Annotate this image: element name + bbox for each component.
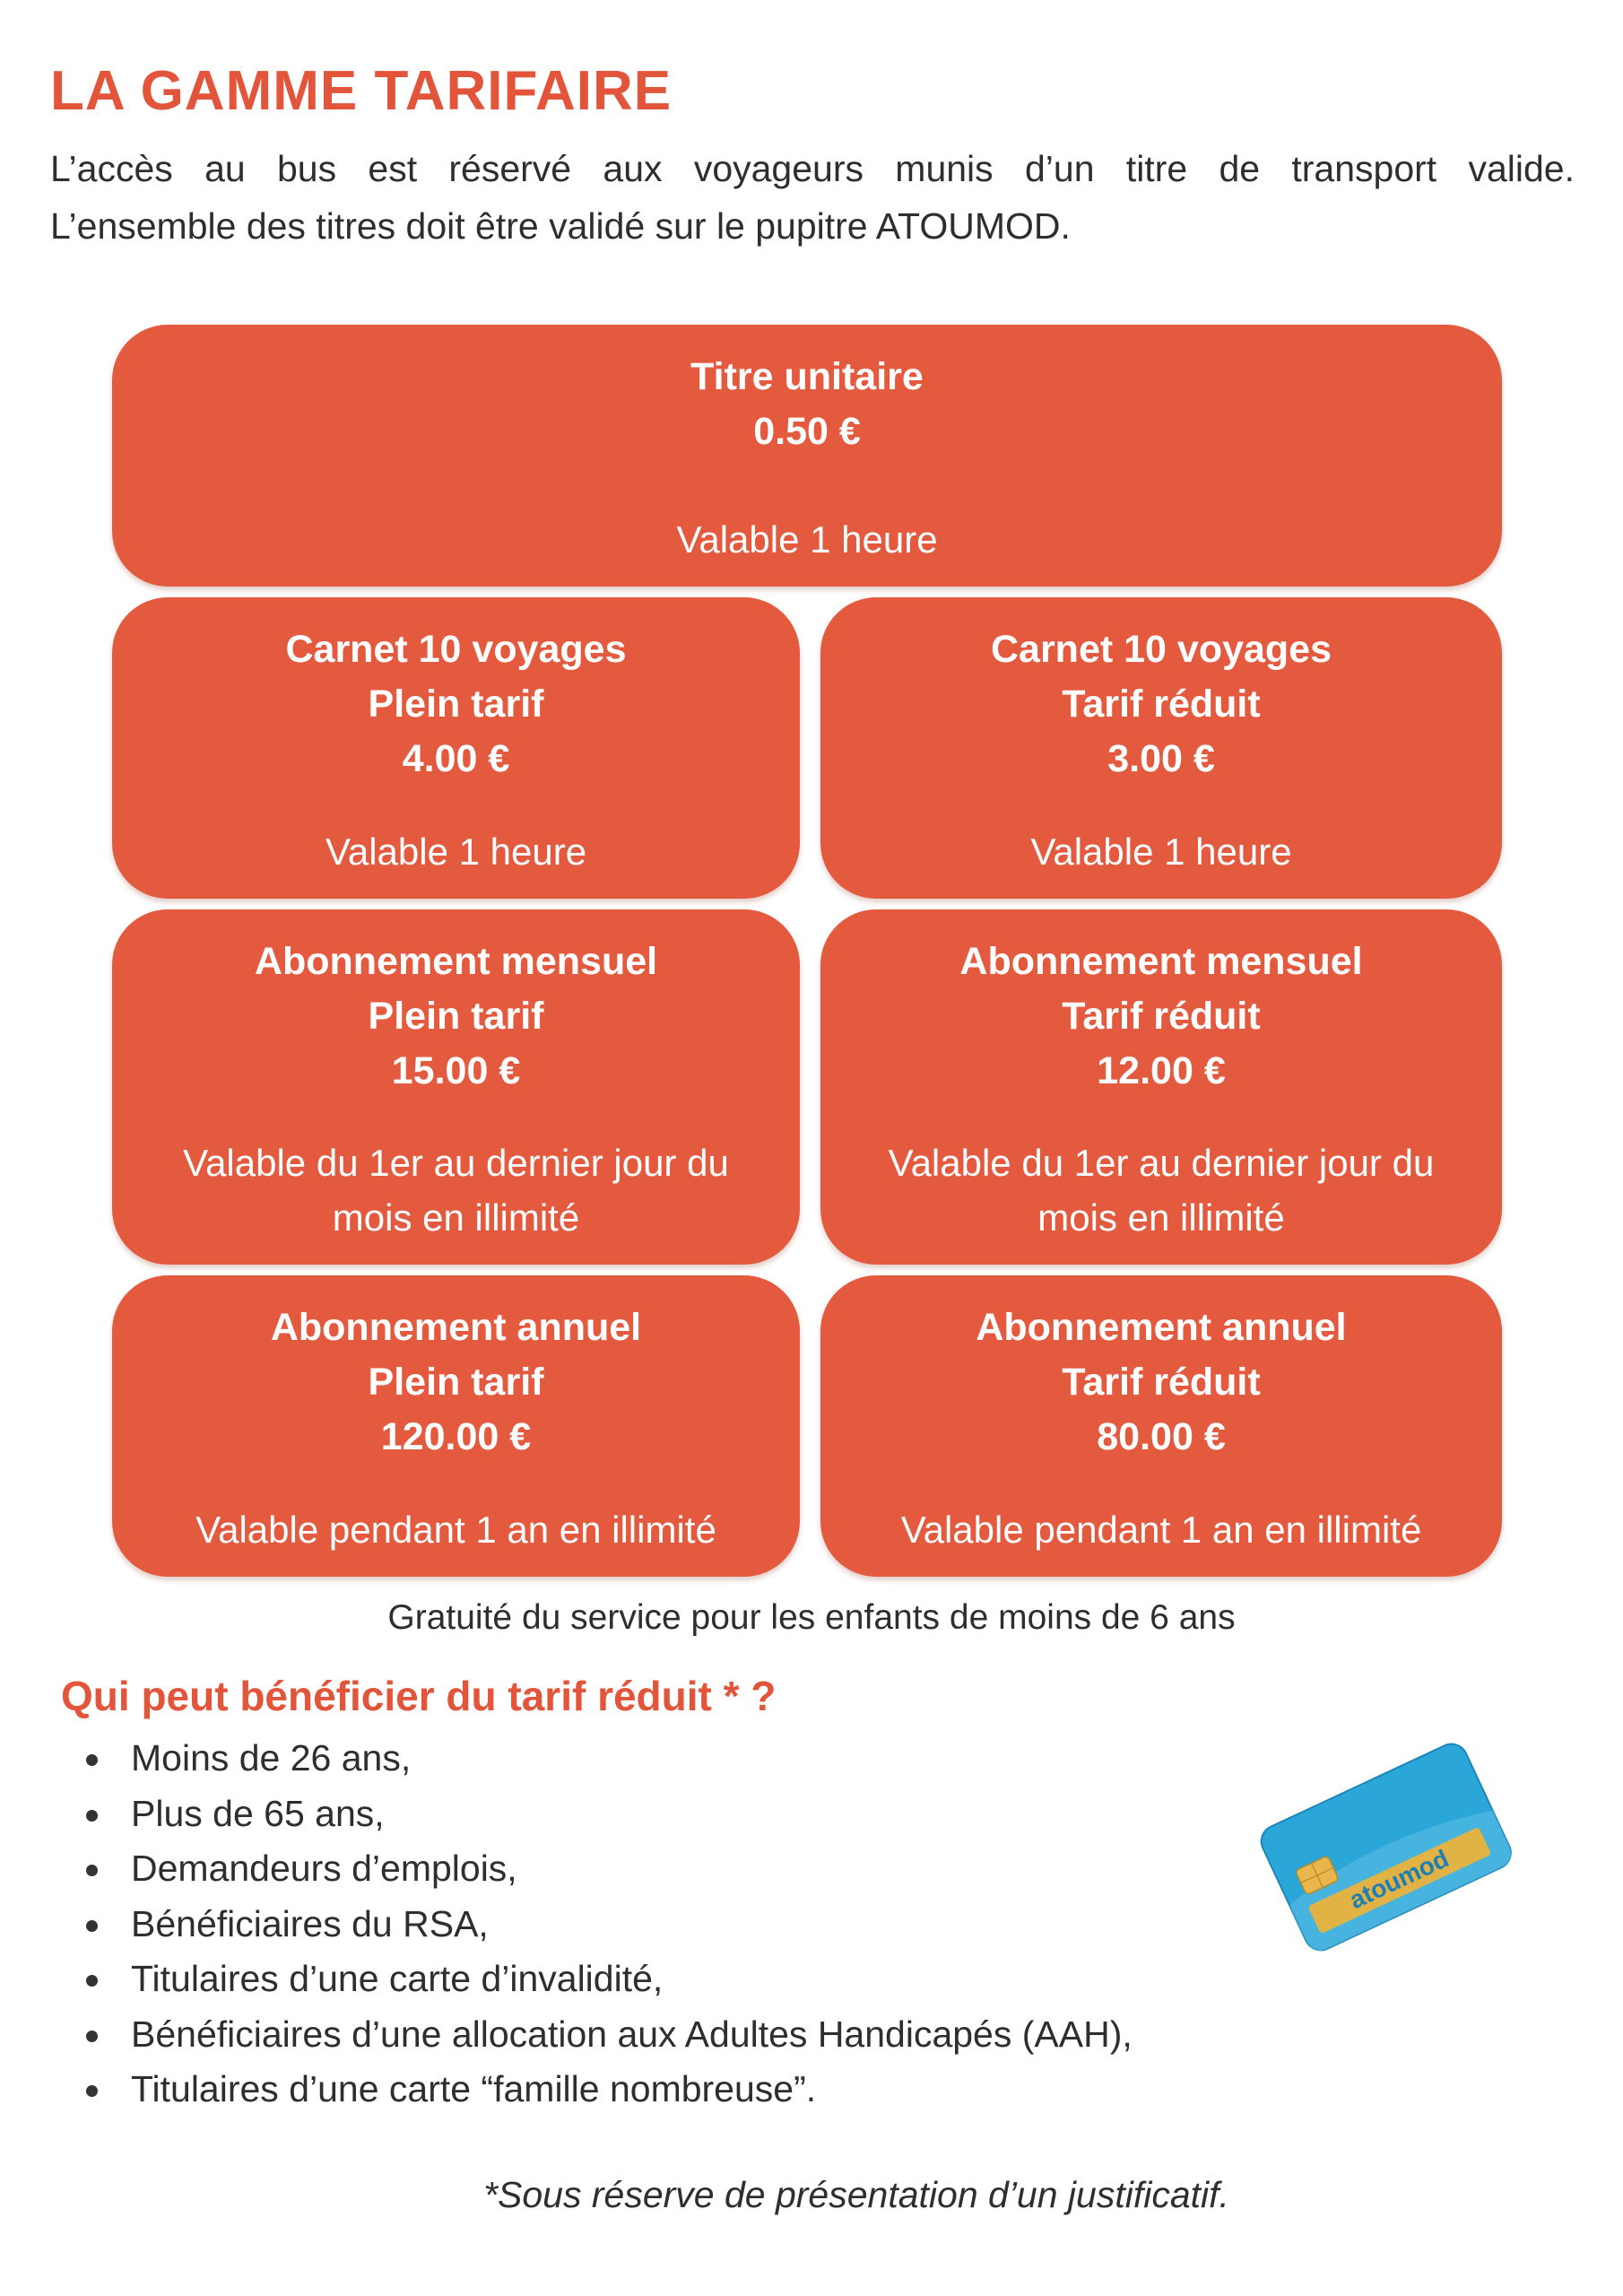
list-item: Bénéficiaires du RSA, xyxy=(82,1897,1133,1952)
tariff-card-carnet-reduit xyxy=(820,597,1502,899)
bullet-icon xyxy=(86,1920,98,1932)
tariff-price: 4.00 € xyxy=(402,737,510,780)
list-item: Demandeurs d’emplois, xyxy=(82,1841,1133,1897)
intro-text xyxy=(50,140,1575,255)
tariff-name: Titre unitaire xyxy=(690,355,924,398)
tariff-validity: Valable 1 heure xyxy=(676,518,938,561)
tariff-name: Abonnement annuel xyxy=(270,1306,642,1349)
tariff-type: Plein tarif xyxy=(368,683,544,726)
tariff-type: Tarif réduit xyxy=(1062,1361,1261,1404)
bullet-icon xyxy=(86,2031,98,2042)
intro-line-2: L’ensemble des titres doit être validé sur le pupitre ATOUMOD. xyxy=(50,205,1071,247)
tariff-card-titre-unitaire xyxy=(112,325,1502,587)
list-item: Moins de 26 ans, xyxy=(82,1731,1133,1787)
reduced-tariff-heading: Qui peut bénéficier du tarif réduit * ? xyxy=(61,1673,777,1719)
bullet-icon xyxy=(86,1810,98,1822)
list-item: Bénéficiaires d’une allocation aux Adultes Handicapés (AAH), xyxy=(82,2007,1133,2063)
tariff-validity: Valable pendant 1 an en illimité xyxy=(195,1509,716,1551)
tariff-type: Plein tarif xyxy=(368,1361,544,1404)
footnote: *Sous réserve de présentation d’un justificatif. xyxy=(483,2174,1229,2215)
tariff-card-mensuel-plein xyxy=(112,909,800,1265)
svg-text:atoumod: atoumod xyxy=(1345,1844,1454,1915)
tariff-validity: Valable du 1er au dernier jour du mois en illimité xyxy=(183,1142,729,1239)
list-item: Titulaires d’une carte d’invalidité, xyxy=(82,1952,1133,2007)
list-item: Titulaires d’une carte “famille nombreuse”. xyxy=(82,2062,1133,2118)
tariff-card-carnet-plein xyxy=(112,597,800,899)
tariff-card-annuel-plein xyxy=(112,1275,800,1577)
tariff-validity: Valable 1 heure xyxy=(325,831,587,873)
tariff-type: Tarif réduit xyxy=(1062,683,1261,726)
tariff-price: 80.00 € xyxy=(1097,1415,1226,1458)
tariff-validity: Valable pendant 1 an en illimité xyxy=(900,1509,1422,1551)
bullet-icon xyxy=(86,1865,98,1876)
bullet-icon xyxy=(86,2085,98,2097)
bullet-icon xyxy=(86,1754,98,1766)
tariff-validity: Valable 1 heure xyxy=(1030,831,1292,873)
tariff-name: Abonnement mensuel xyxy=(254,940,658,983)
free-service-note: Gratuité du service pour les enfants de moins de 6 ans xyxy=(387,1598,1236,1637)
tariff-price: 3.00 € xyxy=(1107,737,1215,780)
tariff-name: Abonnement mensuel xyxy=(959,940,1363,983)
tariff-card-annuel-reduit xyxy=(820,1275,1502,1577)
list-item: Plus de 65 ans, xyxy=(82,1787,1133,1842)
tariff-name: Carnet 10 voyages xyxy=(990,628,1332,671)
tariff-type: Plein tarif xyxy=(368,995,544,1038)
tariff-price: 0.50 € xyxy=(753,410,861,453)
tariff-name: Carnet 10 voyages xyxy=(285,628,627,671)
tariff-validity: Valable du 1er au dernier jour du mois en illimité xyxy=(888,1142,1435,1239)
intro-line-1: L’accès au bus est réservé aux voyageurs munis d’un titre de transport valide. xyxy=(50,148,1575,189)
tariff-price: 120.00 € xyxy=(380,1415,532,1458)
page-title: LA GAMME TARIFAIRE xyxy=(50,60,673,122)
tariff-type: Tarif réduit xyxy=(1062,995,1261,1038)
bullet-icon xyxy=(86,1975,98,1987)
tariff-card-mensuel-reduit xyxy=(820,909,1502,1265)
tariff-price: 15.00 € xyxy=(391,1049,521,1092)
atoumod-card-image xyxy=(1252,1726,1512,1959)
tariff-price: 12.00 € xyxy=(1097,1049,1226,1092)
eligible-list xyxy=(82,1731,1133,2118)
tariff-name: Abonnement annuel xyxy=(976,1306,1347,1349)
